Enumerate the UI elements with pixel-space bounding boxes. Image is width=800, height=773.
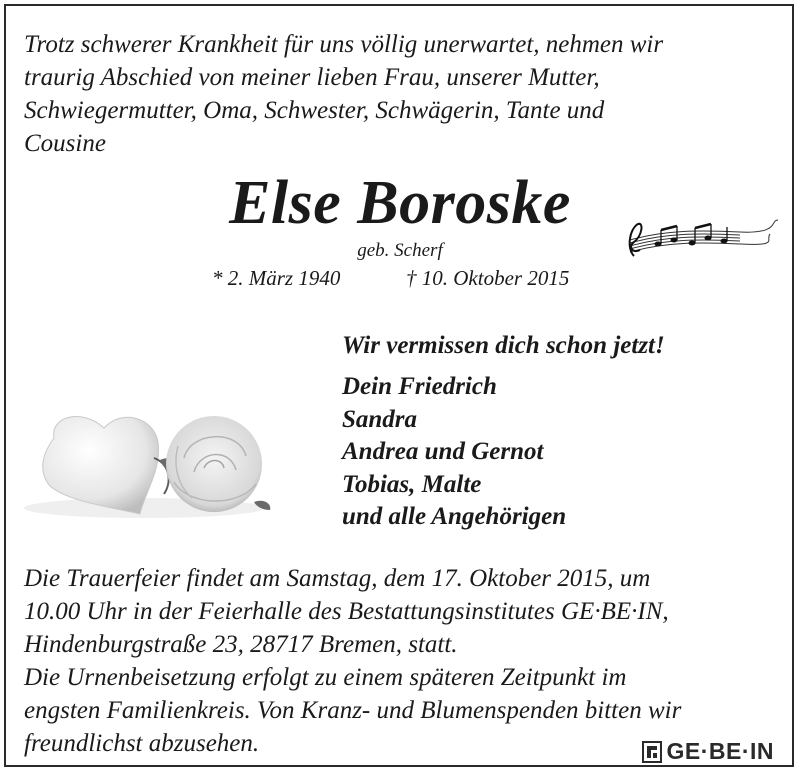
intro-line: Cousine [24,130,106,157]
mourner-name: und alle Angehörigen [342,503,567,530]
service-details [24,562,776,760]
funeral-line: 10.00 Uhr in der Feierhalle des Bestattungsinstitutes GE·BE·IN, [24,598,669,625]
mourner-name: Dein Friedrich [342,373,497,400]
gebein-logo-icon [641,740,663,764]
death-date: † 10. Oktober 2015 [406,266,570,290]
burial-line: engsten Familienkreis. Von Kranz- und Blumenspenden bitten wir [24,697,682,724]
farewell-quote: Wir vermissen dich schon jetzt! [342,332,665,359]
burial-line: Die Urnenbeisetzung erfolgt zu einem späteren Zeitpunkt im [24,664,627,691]
mourners-list [342,371,566,534]
heart-and-rose-image [24,398,284,528]
mourner-name: Andrea und Gernot [342,438,544,465]
funeral-line: Die Trauerfeier findet am Samstag, dem 17. Oktober 2015, um [24,565,651,592]
mourner-name: Tobias, Malte [342,470,482,498]
intro-line: Trotz schwerer Krankheit für uns völlig unerwartet, nehmen wir [24,31,664,58]
birth-name: geb. Scherf [357,240,443,261]
burial-line: freundlichst abzusehen. [24,730,260,757]
deceased-name: Else Boroske [229,169,571,237]
intro-line: traurig Abschied von meiner lieben Frau, unserer Mutter, [24,64,600,91]
mourner-name: Sandra [342,405,418,433]
intro-text [24,28,776,160]
birth-date: * 2. März 1940 [212,266,341,290]
gebein-logo [637,738,779,765]
funeral-info [24,562,776,661]
logo-text: GE·BE·IN [666,738,774,764]
funeral-line: Hindenburgstraße 23, 28717 Bremen, statt. [24,631,458,658]
intro-line: Schwiegermutter, Oma, Schwester, Schwägerin, Tante und [24,97,605,124]
